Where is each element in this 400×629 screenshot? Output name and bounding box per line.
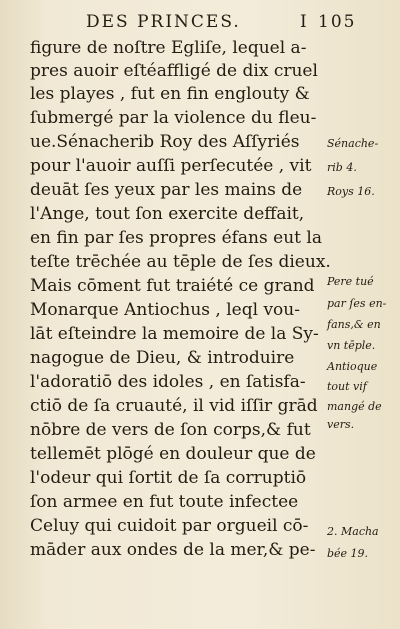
text-line: deuāt ſes yeux par les mains de [30,180,303,200]
text-line: en fin par ſes propres éfans eut la [30,228,322,248]
margin-note: rib 4. [327,161,357,174]
text-line: l'odeur qui ſortit de ſa corruptiō [30,468,307,488]
page-number: 105 [318,12,357,32]
text-line: Celuy qui cuidoit par orgueil cō- [30,516,309,536]
text-line: tellemēt plōgé en douleur que de [30,444,316,464]
text-line: ſon armee en fut toute infectee [30,492,299,512]
text-line: les playes , fut en fin englouty & [30,84,310,104]
margin-note: Antioque [327,360,378,373]
text-line: nōbre de vers de ſon corps,& fut [30,420,311,440]
text-line: ctiō de ſa cruauté, il vid iſſir grād [30,396,318,416]
text-line: māder aux ondes de la mer,& pe- [30,540,316,560]
margin-note: tout vif [327,380,367,393]
text-line: Monarque Antiochus , leql vou- [30,300,300,320]
margin-note: fans,& en [327,318,381,331]
text-line: nagogue de Dieu, & introduire [30,348,295,368]
text-line: lāt eſteindre la memoire de la Sy- [30,324,319,344]
margin-note: 2. Macha [327,525,379,538]
text-line: l'Ange, tout ſon exercite deffait, [30,204,305,224]
text-line: l'adoratiō des idoles , en ſatisfa- [30,372,306,392]
margin-note: Sénache- [327,137,379,150]
text-line: ue.Sénacherib Roy des Aſſyriés [30,132,300,152]
margin-note: vn tēple. [327,339,376,352]
text-line: teſte trēchée au tēple de ſes dieux. [30,252,331,272]
margin-note: Pere tué [327,275,374,288]
text-line: Mais cōment fut traiété ce grand [30,276,315,296]
margin-note: vers. [327,418,355,431]
margin-note: Roys 16. [327,185,375,198]
margin-note: mangé de [327,400,382,413]
margin-note: bée 19. [327,547,369,560]
text-line: pour l'auoir auſſi perſecutée , vit [30,156,312,176]
margin-note: par ſes en- [327,297,387,310]
text-line: figure de noſtre Egliſe, lequel a- [30,38,307,58]
text-line: ſubmergé par la violence du fleu- [30,108,317,128]
header-title: DES PRINCES. [86,12,241,32]
header-mark: I [300,12,309,32]
text-line: pres auoir eſtéaffligé de dix cruel [30,61,318,81]
